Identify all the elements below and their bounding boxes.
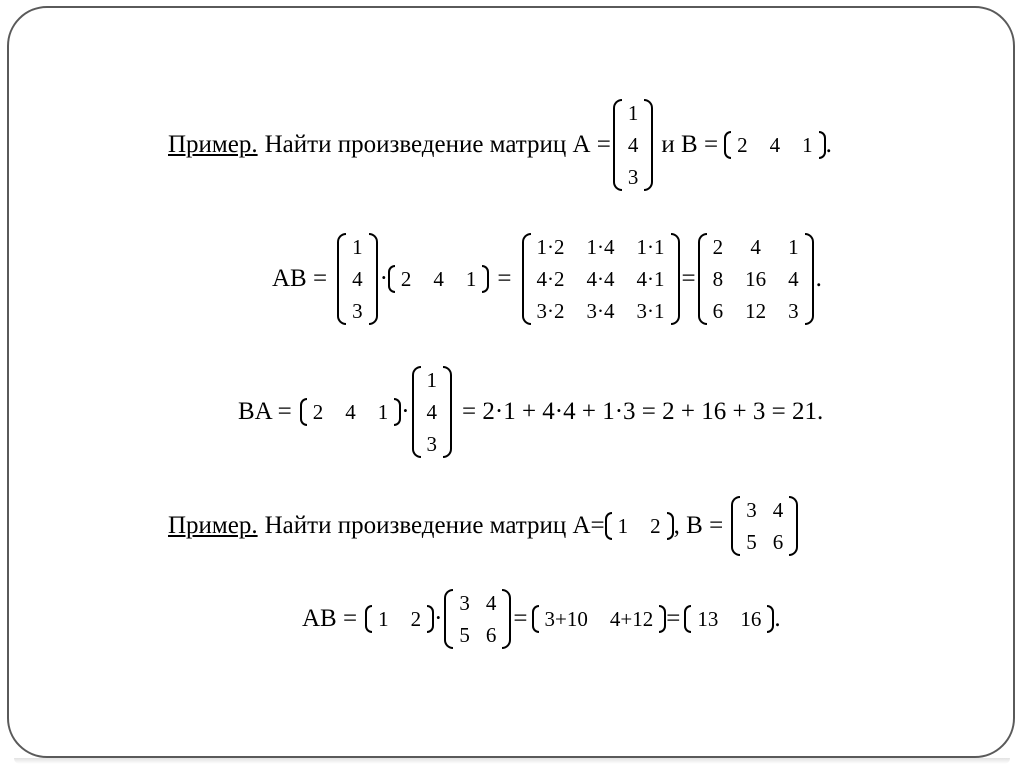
matrix-cell: 5 [459, 623, 470, 647]
matrix-cell: 3 [788, 299, 799, 323]
example-1-and-b: и В = [661, 131, 719, 158]
example-2-statement [168, 494, 800, 558]
matrix-cell: 3 [352, 299, 363, 323]
matrix-cell: 4·2 [536, 267, 565, 291]
ab-2-result-matrix [684, 605, 774, 633]
matrix-cell: 5 [746, 530, 757, 554]
matrix-cell: 4 [772, 498, 784, 522]
matrix-cell: 4 [769, 132, 781, 157]
ab-2-matrix-a [365, 605, 434, 633]
ba-matrix-b [300, 398, 402, 426]
matrix-cell: 16 [745, 267, 767, 291]
matrix-cell: 2 [410, 606, 422, 631]
matrix-cell: 6 [485, 623, 497, 647]
matrix-cell: 3 [459, 591, 470, 615]
example-1-end: . [825, 131, 832, 158]
matrix-cell: 4 [627, 133, 639, 157]
matrix-cell: 3·2 [536, 299, 565, 323]
ab-product-1 [272, 228, 822, 330]
matrix-cell: 6 [712, 299, 724, 323]
example-1-text: Найти произведение матриц А = [264, 131, 611, 158]
matrix-cell: 16 [740, 606, 762, 631]
matrix-cell: 3·4 [586, 299, 615, 323]
matrix-cell: 4 [345, 399, 356, 424]
matrix-cell: 1 [377, 399, 389, 424]
example-2-text: Найти произведение матриц А= [264, 512, 605, 539]
matrix-cell: 3+10 [544, 606, 588, 631]
matrix-cell: 3 [627, 165, 639, 189]
ba-dot: · [401, 398, 410, 425]
matrix-cell: 2 [312, 399, 324, 424]
matrix-cell: 1 [426, 368, 438, 392]
matrix-cell: 3·1 [636, 299, 665, 323]
matrix-cell: 1 [352, 235, 363, 259]
ab-2-end: . [774, 605, 781, 632]
ba-lhs: BA = [238, 398, 292, 425]
matrix-cell: 4 [426, 400, 438, 424]
matrix-cell: 4 [788, 267, 799, 291]
slide-shadow [14, 758, 1010, 764]
ab-1-lhs: AB = [272, 265, 328, 292]
example-2-matrix-a [605, 512, 674, 540]
ab-1-end: . [815, 265, 822, 292]
matrix-cell: 1 [788, 235, 799, 259]
matrix-cell: 3 [746, 498, 757, 522]
matrix-cell: 1 [802, 132, 813, 157]
ab-1-products-matrix [522, 233, 680, 325]
matrix-cell: 4·1 [636, 267, 665, 291]
ab-1-eq: = [497, 265, 512, 292]
ab-1-result-matrix [698, 233, 814, 325]
matrix-cell: 4·4 [586, 267, 615, 291]
matrix-cell: 4 [485, 591, 497, 615]
ab-2-matrix-b [444, 589, 511, 649]
matrix-cell: 6 [772, 530, 784, 554]
example-1-label: Пример. [168, 131, 258, 158]
ba-matrix-a [412, 366, 453, 458]
matrix-cell: 12 [745, 299, 767, 323]
ba-product [238, 364, 823, 460]
ab-2-eq2: = [666, 605, 681, 632]
ab-1-eq2: = [681, 265, 696, 292]
example-2-matrix-b [731, 496, 798, 556]
ab-2-lhs: AB = [302, 605, 358, 632]
matrix-cell: 3 [426, 432, 438, 456]
example-1-statement [168, 98, 832, 192]
ab-1-dot: · [379, 265, 388, 292]
matrix-cell: 1·2 [536, 235, 565, 259]
matrix-cell: 1 [617, 513, 629, 538]
matrix-cell: 2 [712, 235, 724, 259]
matrix-cell: 4 [352, 267, 363, 291]
matrix-cell: 13 [697, 606, 719, 631]
ab-1-matrix-a [337, 233, 378, 325]
matrix-cell: 4 [433, 266, 444, 291]
matrix-cell: 2 [650, 513, 661, 538]
matrix-cell: 8 [712, 267, 724, 291]
matrix-cell: 1·1 [636, 235, 665, 259]
ba-rhs: = 2·1 + 4·4 + 1·3 = 2 + 16 + 3 = 21. [462, 398, 824, 425]
example-2-comma-b: , В = [673, 512, 724, 539]
matrix-cell: 4 [750, 235, 761, 259]
matrix-cell: 1 [627, 101, 639, 125]
matrix-cell: 4+12 [609, 606, 654, 631]
ab-product-2 [302, 586, 781, 652]
ab-2-dot: · [434, 605, 443, 632]
ab-1-matrix-b [388, 265, 490, 293]
ab-2-mid-matrix [532, 605, 667, 633]
matrix-cell: 1 [465, 266, 477, 291]
matrix-cell: 2 [400, 266, 412, 291]
matrix-cell: 2 [737, 132, 748, 157]
ab-2-eq: = [513, 605, 528, 632]
example-1-matrix-a [613, 99, 654, 191]
example-2-label: Пример. [168, 512, 258, 539]
example-1-matrix-b [724, 131, 826, 159]
matrix-cell: 1·4 [586, 235, 615, 259]
matrix-cell: 1 [378, 606, 389, 631]
